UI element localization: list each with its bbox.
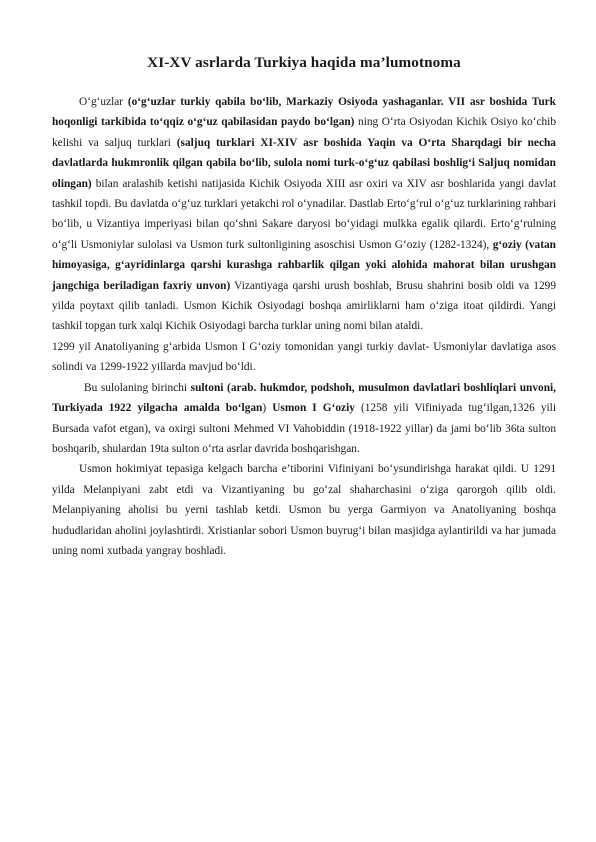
paragraph-dynasty-sultans [52,378,556,460]
paragraph-bithynia-conquest: Usmon hokimiyat tepasiga kelgach barcha e’tiborini Vifiniyani bo‘ysundirishga harakat qildi. U 1291 yilda Melanpiyani zabt etdi va Vizantiyaning bu go‘zal shaharchasini o‘ziga qarorgoh qilib oldi. Melanpiyaning aholisi bu yerni tashlab ketdi. Usmon bu yerga Garmiyon va Anatoliyaning boshqa hududlaridan aholini joylashtirdi. Xristianlar sobori Usmon buyrug‘i bilan masjidga aylantirildi va har jumada uning nomi xutbada yangray boshladi. [52,463,556,557]
definition-seljuk: (saljuq turklari XI-XIV asr boshida Yaqin va O‘rta Sharqdagi bir necha davlatlarda hukmronlik qilgan qabila bo‘lib, sulola nomi turk-o‘g‘uz qabilasi boshlig‘i Saljuq nomidan olingan) [52,136,556,190]
text-run: ) [262,402,273,415]
paragraph-ottoman-founding: 1299 yil Anatoliyaning g‘arbida Usmon I G‘oziy tomonidan yangi turkiy davlat- Usmoniylar davlatiga asos solindi va 1299-1922 yillarda mavjud bo‘ldi. [52,340,556,374]
text-run: Bu sulolaning birinchi [84,381,191,394]
definition-oghuz: (o‘g‘uzlar turkiy qabila bo‘lib, Markaziy Osiyoda yashaganlar. VII asr boshida Turk hoqonligi tarkibida to‘qqiz o‘g‘uz qabilasidan paydo bo‘lgan) [52,96,556,129]
text-run: O‘g‘uzlar [79,96,128,108]
text-run: ning O‘rta Osiyodan Kichik Osiyo ko‘chib kelishi va saljuq turklari [52,116,556,149]
text-run: (1258 yili Vifiniyada tug‘ilgan,1326 yili Bursada vafot etgan), va oxirgi sultoni Mehmed VI Vahobiddin (1918-1922 yillar) da jami bo‘lib 36ta sulton boshqarib, shulardan 19ta sulton o‘rta asrlar davrida boshqarishgan. [52,402,556,455]
paragraph-oghuz-origins [52,92,556,337]
text-run: bilan aralashib ketishi natijasida Kichik Osiyoda XIII asr oxiri va XIV asr boshlarida yangi davlat tashkil topdi. Bu davlatda o‘g‘uz turklari yetakchi rol o‘ynadilar. Dastlab Erto‘g‘rul o‘g‘uz turklarining rahbari bo‘lib, u Vizantiya imperiyasi bilan qo‘shni Sakare daryosi bo‘yidagi mulkka egalik qilardi. Erto‘g‘rulning o‘g‘li Usmoniylar sulolasi va Usmon turk sultonligining asoschisi Usmon G‘oziy (1282-1324), [52,177,556,251]
definition-sultan: sultoni (arab. hukmdor, podshoh, musulmon davlatlari boshliqlari unvoni, Turkiyada 1922 yilgacha amalda bo‘lgan [52,381,557,415]
definition-ghazi: g‘oziy (vatan himoyasiga, g‘ayridinlarga qarshi kurashga rahbarlik qilgan yoki alohida mahorat bilan urushgan jangchiga beriladigan faxriy unvon) [52,238,556,292]
document-title: XI-XV asrlarda Turkiya haqida ma’lumotnoma [147,54,461,71]
name-osman-ghazi: Usmon I G‘oziy [272,402,355,415]
text-run: Vizantiyaga qarshi urush boshlab, Brusu shahrini bosib oldi va 1299 yilda poytaxt qilib tanladi. Usmon Kichik Osiyodagi boshqa amirliklarni ham o‘ziga itoat qildirdi. Yangi tashkil topgan turk xalqi Kichik Osiyodagi barcha turklar uning nomi bilan ataldi. [52,279,556,333]
